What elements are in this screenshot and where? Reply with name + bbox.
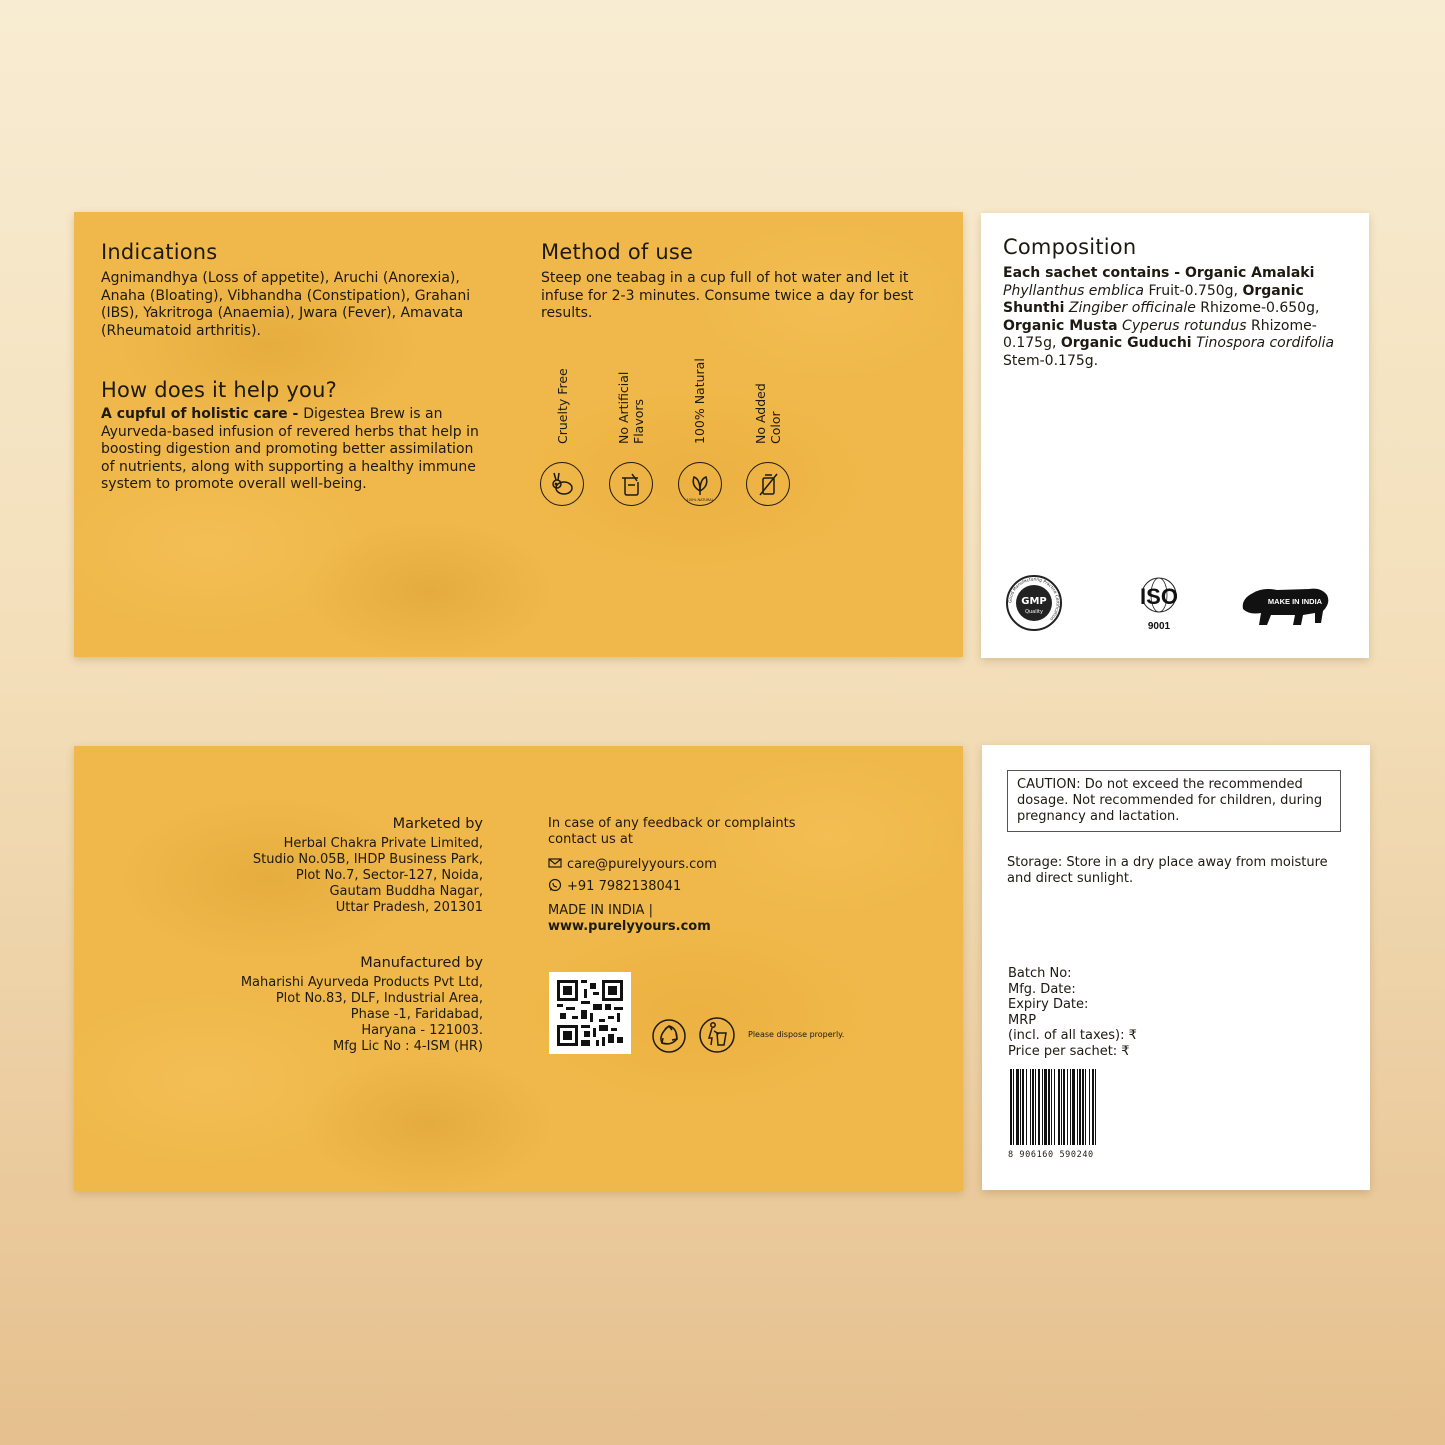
how-help-body: Digestea Brew is an Ayurveda-based infusion of revered herbs that help in boosting digestion and promoting better assimilation of nutrients, along with supporting a healthy immune system to promote overall well-being. [101,406,479,492]
manufactured-by-section [194,955,483,1055]
storage-section [1007,855,1352,887]
composition-section [1003,235,1348,370]
contact-section [548,816,808,935]
barcode-bar [1026,1069,1027,1145]
gmp-seal-logo [1005,574,1063,632]
barcode-bar [1077,1069,1078,1145]
marketed-by-section [194,816,483,916]
contact-email[interactable]: care@purelyyours.com [567,857,717,872]
expiry-date-label: Expiry Date: [1008,997,1089,1012]
composition-text: Each sachet contains - Organic Amalaki Phyllanthus emblica Fruit-0.750g, Organic Shunthi Zingiber officinale Rhizome-0.650g, Organic Musta Cyperus rotundus Rhizome-0.175g, Organic Guduchi Tinospora cordifolia Stem-0.175g. [1003,265,1335,369]
method-section [541,240,926,323]
indications-title: Indications [101,240,218,264]
dispose-bin-icon [698,1016,736,1054]
email-row [548,856,808,873]
mail-icon [548,856,562,870]
barcode-bar [1044,1069,1047,1145]
mrp-tax-label: (incl. of all taxes): ₹ [1008,1028,1137,1043]
how-help-lead: A cupful of holistic care - [101,406,304,422]
feature-label-no-added-color: No Added Color [753,383,783,444]
barcode-bar [1030,1069,1031,1145]
feature-label-cruelty-free: Cruelty Free [555,368,570,444]
caution-box [1007,770,1341,832]
marketed-by-title: Marketed by [392,816,483,832]
gmp-ring-text: Good Manufacturing Practice Certification [1007,576,1061,622]
ingredient-latin: Tinospora cordifolia [1196,335,1335,351]
manufactured-line: Phase -1, Faridabad, [350,1006,483,1022]
method-title: Method of use [541,240,694,264]
qr-code[interactable] [549,972,631,1054]
marketed-line: Herbal Chakra Private Limited, [283,835,483,851]
barcode-bar [1035,1069,1036,1145]
barcode-bar [1032,1069,1034,1145]
how-help-section [101,378,489,494]
barcode-bar [1016,1069,1019,1145]
ingredient-latin: Zingiber officinale [1068,300,1196,316]
method-text: Steep one teabag in a cup full of hot water and let it infuse for 2-3 minutes. Consume twice a day for best results. [541,270,914,321]
barcode-bar [1082,1069,1084,1145]
barcode-bar [1095,1069,1096,1145]
barcode-bar [1085,1069,1086,1145]
gmp-text: GMP [1021,596,1047,607]
ingredient-latin: Phyllanthus emblica [1003,282,1145,299]
manufactured-line: Haryana - 121003. [361,1022,483,1038]
feature-label-natural: 100% Natural [692,358,707,444]
natural-badge-text: 100% NATURAL [686,498,714,502]
composition-panel [981,213,1369,658]
ingredient-part: Rhizome-0.175g [1003,317,1317,351]
barcode-bar [1051,1069,1052,1145]
made-in-india-text: MADE IN INDIA | [548,903,653,918]
barcode-bar [1022,1069,1024,1145]
back-label-panel [74,746,963,1191]
manufactured-line: Mfg Lic No : 4-ISM (HR) [333,1038,483,1054]
barcode-bar [1092,1069,1094,1145]
barcode-bar [1079,1069,1081,1145]
ingredient-name: Organic Amalaki [1184,265,1315,281]
barcode-bar [1072,1069,1075,1145]
mfg-date-label: Mfg. Date: [1008,981,1076,997]
ingredient-name: Organic Musta [1003,317,1118,334]
iso-text: ISO [1140,584,1178,609]
contact-phone[interactable]: +91 7982138041 [567,879,682,894]
barcode-bar [1061,1069,1062,1145]
indications-section [101,240,486,340]
barcode-bar [1020,1069,1021,1145]
barcode-bar [1067,1069,1068,1145]
whatsapp-icon [548,878,562,892]
dispose-text: Please dispose properly. [748,1030,845,1039]
price-per-sachet-label: Price per sachet: ₹ [1008,1043,1130,1059]
ingredient-name: Organic Guduchi [1060,335,1192,351]
how-help-title: How does it help you? [101,378,337,402]
lab-flask-icon [609,462,653,506]
barcode [1008,1069,1124,1159]
website-link[interactable]: www.purelyyours.com [548,919,711,934]
barcode-bar [1010,1069,1012,1145]
phone-row [548,878,808,895]
recycle-icon [651,1018,687,1054]
storage-text: Store in a dry place away from moisture and direct sunlight. [1007,855,1328,886]
gmp-sub-text: Quality [1025,609,1043,615]
barcode-bar [1038,1069,1040,1145]
barcode-bar [1063,1069,1065,1145]
barcode-bar [1013,1069,1014,1145]
marketed-line: Studio No.05B, IHDP Business Park, [252,851,483,867]
caution-text: Do not exceed the recommended dosage. Not recommended for children, during pregnancy and lactation. [1017,777,1323,824]
how-help-text [101,406,489,494]
made-in-india-row [548,903,808,935]
barcode-bar [1042,1069,1043,1145]
barcode-bar [1058,1069,1060,1145]
color-bottle-icon [746,462,790,506]
manufactured-by-title: Manufactured by [360,955,483,971]
make-in-india-text: MAKE IN INDIA [1267,597,1323,606]
marketed-line: Plot No.7, Sector-127, Noida, [295,867,483,883]
manufactured-line: Plot No.83, DLF, Industrial Area, [275,990,483,1006]
ingredient-name: Organic Shunthi [1003,282,1304,316]
barcode-bar [1048,1069,1050,1145]
marketed-line: Gautam Buddha Nagar, [329,883,483,899]
barcode-bar [1089,1069,1090,1145]
barcode-bar [1070,1069,1071,1145]
front-label-panel [74,212,963,657]
caution-label: CAUTION: [1017,777,1081,792]
indications-text: Agnimandhya (Loss of appetite), Aruchi (Anorexia), Anaha (Bloating), Vibhandha (Constipation), Grahani (IBS), Yakritroga (Anaemia), Jwara (Fever), Amavata (Rheumatoid arthritis). [101,270,471,339]
mrp-label: MRP [1008,1012,1037,1028]
composition-title: Composition [1003,235,1137,259]
storage-label: Storage: [1007,855,1063,870]
iso-number: 9001 [1147,621,1171,632]
iso-logo [1129,573,1189,635]
manufactured-line: Maharishi Ayurveda Products Pvt Ltd, [240,974,483,990]
ingredient-part: Rhizome-0.650g [1200,300,1315,316]
contact-intro: In case of any feedback or complaints contact us at [548,816,796,847]
ingredient-latin: Cyperus rotundus [1122,317,1247,334]
feature-label-no-artificial-flavors: No Artificial Flavors [616,371,646,444]
ingredient-part: Stem-0.175g [1003,352,1094,369]
info-panel [982,745,1370,1190]
barcode-bar [1054,1069,1055,1145]
make-in-india-logo [1237,581,1333,629]
composition-lead: Each sachet contains - [1003,265,1185,281]
marketed-line: Uttar Pradesh, 201301 [335,899,483,915]
batch-info [1008,966,1137,1059]
rabbit-icon [540,462,584,506]
ingredient-part: Fruit-0.750g [1148,282,1234,299]
barcode-number: 8 906160 590240 [1008,1150,1094,1160]
batch-no-label: Batch No: [1008,966,1072,981]
leaf-icon [678,462,722,506]
